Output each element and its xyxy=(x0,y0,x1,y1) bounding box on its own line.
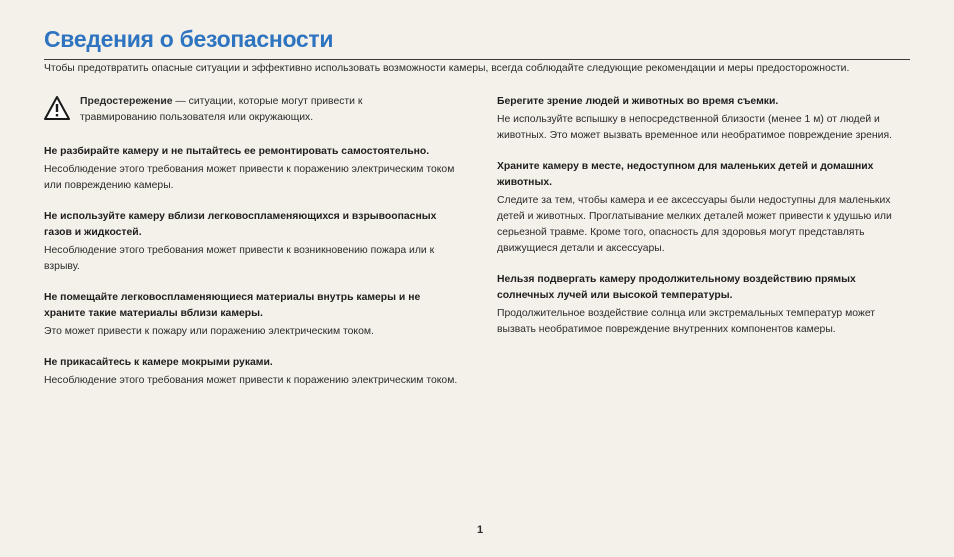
safety-item-body: Несоблюдение этого требования может привести к возникновению пожара или к взрыву. xyxy=(44,245,435,272)
safety-item xyxy=(44,290,462,340)
safety-item-heading: Храните камеру в месте, недоступном для маленьких детей и домашних животных. xyxy=(497,161,874,188)
safety-item-body: Несоблюдение этого требования может привести к поражению электрическим током или повреждению камеры. xyxy=(44,164,455,191)
safety-item-heading: Нельзя подвергать камеру продолжительному воздействию прямых солнечных лучей или высокой температуры. xyxy=(497,274,856,301)
safety-item-heading: Не помещайте легковоспламеняющиеся материалы внутрь камеры и не храните такие материалы вблизи камеры. xyxy=(44,292,421,319)
warning-triangle-icon xyxy=(44,96,70,120)
safety-item xyxy=(497,272,915,338)
caution-label: Предостережение xyxy=(80,96,173,107)
page-title: Сведения о безопасности xyxy=(44,26,334,52)
safety-item xyxy=(44,209,462,275)
safety-item-heading: Берегите зрение людей и животных во время съемки. xyxy=(497,96,779,107)
safety-item-body: Несоблюдение этого требования может привести к поражению электрическим током. xyxy=(44,375,458,386)
caution-text xyxy=(80,94,410,126)
safety-item xyxy=(44,144,462,194)
left-column xyxy=(44,94,462,404)
page-number: 1 xyxy=(476,524,484,536)
safety-item xyxy=(497,159,915,257)
safety-item-body: Не используйте вспышку в непосредственной близости (менее 1 м) от людей и животных. Это может вызвать временное или необратимое повреждение зрения. xyxy=(497,114,892,141)
safety-item xyxy=(44,355,462,389)
safety-item-body: Следите за тем, чтобы камера и ее аксессуары были недоступны для маленьких детей и животных. Проглатывание мелких деталей может привести к удушью или серьезной травме. Кроме того, опасность для здоровья могут представлять движущиеся детали и аксессуары. xyxy=(497,195,892,254)
intro-text: Чтобы предотвратить опасные ситуации и эффективно использовать возможности камеры, всегда соблюдайте следующие рекомендации и меры предосторожности. xyxy=(44,63,850,74)
safety-item-body: Это может привести к пожару или поражению электрическим током. xyxy=(44,326,374,337)
caution-description: — ситуации, которые могут привести к травмированию пользователя или окружающих. xyxy=(80,96,363,123)
safety-item-heading: Не прикасайтесь к камере мокрыми руками. xyxy=(44,357,273,368)
safety-item-heading: Не используйте камеру вблизи легковоспламеняющихся и взрывоопасных газов и жидкостей. xyxy=(44,211,437,238)
right-column xyxy=(497,94,915,353)
safety-item xyxy=(497,94,915,144)
caution-note xyxy=(44,94,462,126)
title-divider xyxy=(44,59,910,60)
safety-item-heading: Не разбирайте камеру и не пытайтесь ее ремонтировать самостоятельно. xyxy=(44,146,430,157)
safety-item-body: Продолжительное воздействие солнца или экстремальных температур может вызвать необратимое повреждение внутренних компонентов камеры. xyxy=(497,308,876,335)
